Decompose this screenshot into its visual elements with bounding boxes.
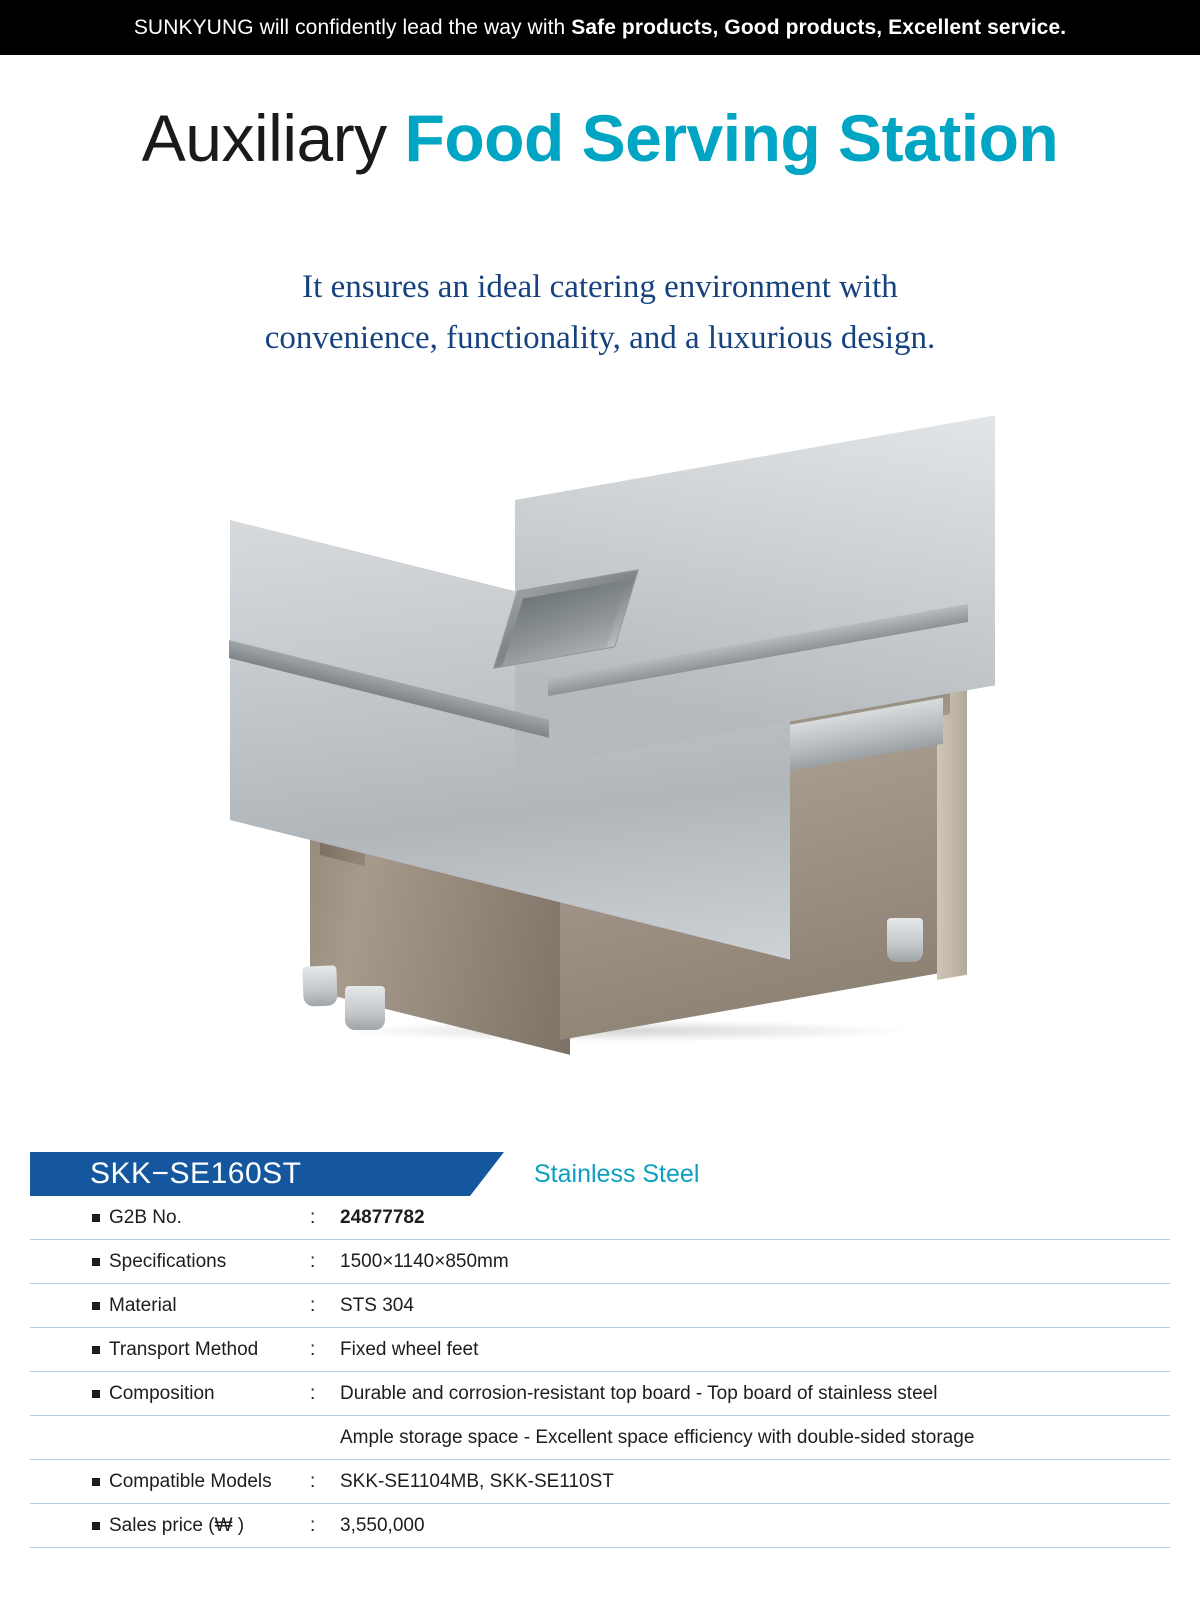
model-code: SKK−SE160ST (90, 1157, 302, 1190)
bullet-icon (92, 1390, 100, 1398)
spec-row (30, 1284, 1170, 1328)
model-tag (30, 1152, 470, 1196)
spec-row (30, 1504, 1170, 1548)
spec-label (30, 1515, 310, 1537)
caster-wheel (345, 986, 385, 1030)
top-banner (0, 0, 1200, 55)
spec-row (30, 1328, 1170, 1372)
bullet-icon (92, 1302, 100, 1310)
banner-bold-text: Safe products, Good products, Excellent service. (571, 15, 1067, 39)
spec-colon: : (310, 1206, 316, 1228)
spec-row (30, 1460, 1170, 1504)
spec-label (30, 1251, 310, 1273)
caster-wheel (887, 918, 923, 962)
spec-row (30, 1372, 1170, 1416)
spec-label-text: Transport Method (109, 1338, 259, 1360)
bullet-icon (92, 1214, 100, 1222)
spec-row (30, 1240, 1170, 1284)
spec-colon: : (310, 1250, 316, 1272)
spec-colon: : (310, 1338, 316, 1360)
subtitle-line-1: It ensures an ideal catering environment with (302, 269, 898, 305)
spec-label-text: Composition (109, 1382, 215, 1404)
subtitle (0, 262, 1200, 364)
spec-value: 1500×1140×850mm (340, 1250, 509, 1272)
spec-table (30, 1196, 1170, 1548)
spec-row (30, 1416, 1170, 1460)
subtitle-line-2: convenience, functionality, and a luxurious design. (264, 320, 936, 357)
spec-label-text: Material (109, 1294, 177, 1316)
title-part-2: Food Serving Station (404, 101, 1059, 175)
caster-wheel (302, 965, 337, 1006)
spec-colon: : (310, 1382, 316, 1404)
specification-section (30, 1152, 1170, 1548)
spec-value: STS 304 (340, 1294, 414, 1316)
spec-colon: : (310, 1294, 316, 1316)
spec-value: 24877782 (340, 1206, 425, 1228)
spec-label (30, 1207, 310, 1229)
model-bar (30, 1152, 1170, 1196)
spec-label (30, 1383, 310, 1405)
spec-row (30, 1196, 1170, 1240)
bullet-icon (92, 1478, 100, 1486)
title-part-1: Auxiliary (141, 101, 405, 175)
spec-label-text: Sales price (₩ ) (109, 1514, 245, 1536)
spec-value: 3,550,000 (340, 1514, 425, 1536)
material-tag: Stainless Steel (534, 1159, 700, 1188)
banner-lead-text: SUNKYUNG will confidently lead the way with (133, 15, 572, 39)
spec-label (30, 1471, 310, 1493)
product-illustration (215, 500, 1005, 1030)
spec-value: Ample storage space - Excellent space efficiency with double-sided storage (340, 1426, 975, 1448)
spec-label-text: Specifications (109, 1250, 227, 1272)
spec-label-text: Compatible Models (109, 1470, 272, 1492)
spec-value: Durable and corrosion-resistant top board - Top board of stainless steel (340, 1382, 938, 1404)
bullet-icon (92, 1346, 100, 1354)
spec-value: Fixed wheel feet (340, 1338, 479, 1360)
top-banner-text (134, 16, 1066, 40)
spec-label-text: G2B No. (109, 1206, 182, 1228)
spec-label (30, 1339, 310, 1361)
bullet-icon (92, 1522, 100, 1530)
spec-colon: : (310, 1514, 316, 1536)
product-image (0, 470, 1200, 1090)
spec-label (30, 1295, 310, 1317)
page-title (0, 101, 1200, 175)
bullet-icon (92, 1258, 100, 1266)
spec-colon: : (310, 1470, 316, 1492)
spec-value: SKK-SE1104MB, SKK-SE110ST (340, 1470, 614, 1492)
